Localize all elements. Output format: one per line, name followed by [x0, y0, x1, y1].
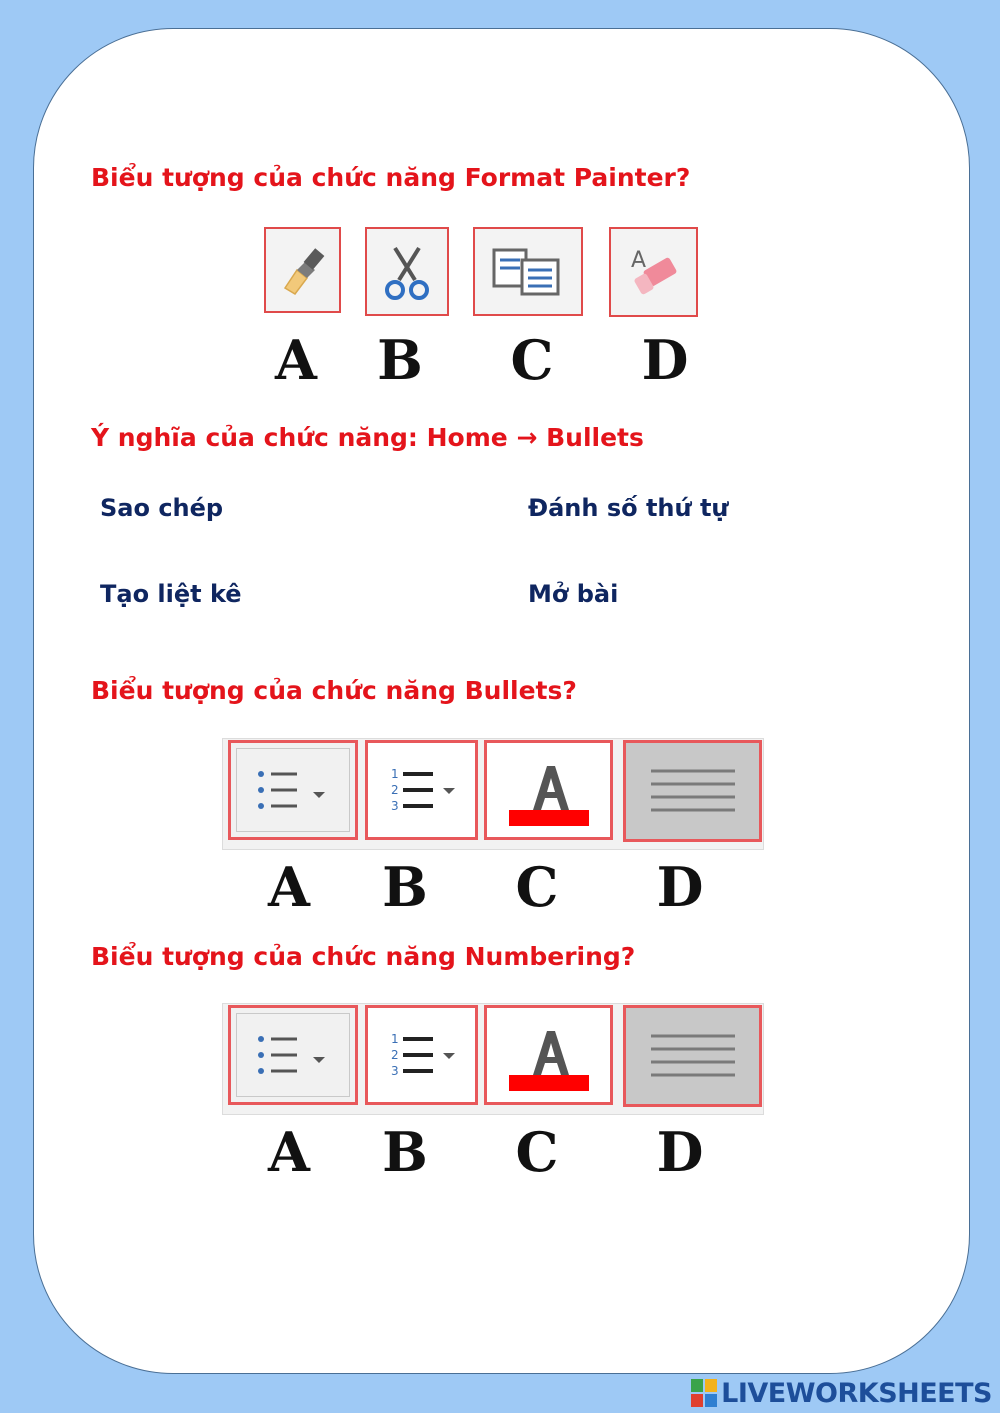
- choice-1c-label: C: [510, 328, 554, 392]
- choice-1b[interactable]: [365, 227, 449, 316]
- footer-branding: [691, 1376, 992, 1410]
- choice-4b[interactable]: [365, 1005, 478, 1105]
- svg-text:1: 1: [390, 1032, 399, 1046]
- scissors-icon: [377, 240, 437, 304]
- svg-text:3: 3: [390, 1064, 399, 1078]
- svg-text:2: 2: [390, 1048, 399, 1062]
- choice-3b[interactable]: [365, 740, 478, 840]
- answer-option-4[interactable]: Mở bài: [528, 580, 619, 608]
- choice-3c-label: C: [515, 855, 559, 919]
- copy-icon: [490, 246, 566, 298]
- justify-icon: [643, 761, 743, 821]
- answer-option-1[interactable]: Sao chép: [100, 494, 224, 522]
- question-1-text: Biểu tượng của chức năng Format Painter?: [91, 163, 691, 192]
- numbering-icon: [377, 760, 467, 820]
- format-painter-brush-icon: [275, 242, 331, 298]
- svg-text:A: A: [630, 248, 646, 273]
- answer-option-3[interactable]: Tạo liệt kê: [100, 580, 242, 608]
- answer-option-2[interactable]: Đánh số thứ tự: [528, 494, 729, 522]
- svg-text:2: 2: [390, 783, 399, 797]
- choice-3c[interactable]: [484, 740, 613, 840]
- bullets-icon: [243, 760, 343, 820]
- choice-4b-label: B: [382, 1120, 428, 1184]
- choice-1a-label: A: [275, 328, 317, 392]
- justify-icon: [643, 1026, 743, 1086]
- svg-text:3: 3: [390, 799, 399, 813]
- choice-3a-label: A: [268, 855, 310, 919]
- liveworksheets-logo-icon: [691, 1379, 717, 1407]
- question-3-text: Biểu tượng của chức năng Bullets?: [91, 676, 577, 705]
- question-4-text: Biểu tượng của chức năng Numbering?: [91, 942, 636, 971]
- numbering-icon: [377, 1025, 467, 1085]
- svg-text:1: 1: [390, 767, 399, 781]
- clear-formatting-eraser-icon: [623, 241, 685, 303]
- bullets-icon: [243, 1025, 343, 1085]
- choice-3a[interactable]: [228, 740, 358, 840]
- choice-1a[interactable]: [264, 227, 341, 313]
- choice-1b-label: B: [377, 328, 423, 392]
- choice-4d-label: D: [656, 1120, 704, 1184]
- font-color-icon: [499, 1015, 599, 1095]
- choice-4a[interactable]: [228, 1005, 358, 1105]
- choice-4d[interactable]: [623, 1005, 762, 1107]
- brand-name: LIVEWORKSHEETS: [721, 1377, 992, 1409]
- choice-1d[interactable]: [609, 227, 698, 317]
- choice-4a-label: A: [268, 1120, 310, 1184]
- question-2-text: Ý nghĩa của chức năng: Home → Bullets: [91, 423, 644, 452]
- choice-1d-label: D: [641, 328, 689, 392]
- choice-4c-label: C: [515, 1120, 559, 1184]
- font-color-icon: [499, 750, 599, 830]
- choice-3d-label: D: [656, 855, 704, 919]
- choice-4c[interactable]: [484, 1005, 613, 1105]
- choice-3b-label: B: [382, 855, 428, 919]
- choice-1c[interactable]: [473, 227, 583, 316]
- choice-3d[interactable]: [623, 740, 762, 842]
